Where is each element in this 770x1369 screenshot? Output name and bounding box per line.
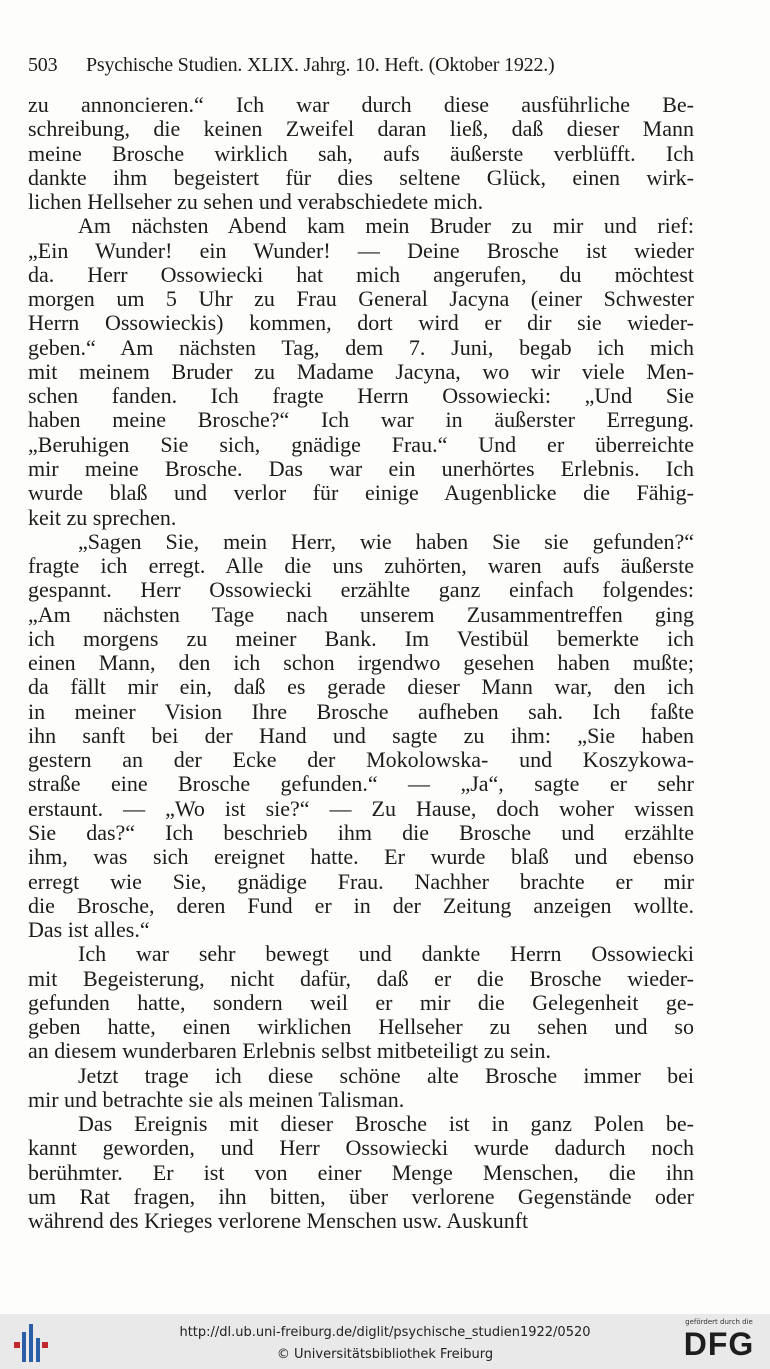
text-line: mir meine Brosche. Das war ein unerhörtes Erlebnis. Ich bbox=[28, 455, 694, 481]
dfg-logo bbox=[678, 1318, 760, 1366]
text-line: mit meinem Bruder zu Madame Jacyna, wo wir viele Men- bbox=[28, 358, 694, 384]
text-line: in meiner Vision Ihre Brosche aufheben sah. Ich faßte bbox=[28, 698, 694, 724]
text-line: keit zu sprechen. bbox=[28, 504, 177, 530]
text-line: schreibung, die keinen Zweifel daran ließ, daß dieser Mann bbox=[28, 116, 694, 142]
text-line: dankte ihm begeistert für dies seltene Glück, einen wirk- bbox=[28, 164, 694, 190]
dfg-caption: gefördert durch die bbox=[685, 1318, 753, 1326]
text-line: um Rat fragen, ihn bitten, über verlorene Gegenstände oder bbox=[28, 1183, 694, 1209]
text-line: „Am nächsten Tage nach unserem Zusammentreffen ging bbox=[28, 601, 694, 627]
text-line: ihm, was sich ereignet hatte. Er wurde blaß und ebenso bbox=[28, 844, 694, 870]
text-line: da fällt mir ein, daß es gerade dieser Mann war, den ich bbox=[28, 674, 694, 700]
text-line: geben.“ Am nächsten Tag, dem 7. Juni, begab ich mich bbox=[28, 334, 694, 360]
running-title: Psychische Studien. XLIX. Jahrg. 10. Heft. (Oktober 1922.) bbox=[86, 54, 555, 76]
text-line: einen Mann, den ich schon irgendwo gesehen haben mußte; bbox=[28, 650, 694, 676]
text-line: während des Krieges verlorene Menschen usw. Auskunft bbox=[28, 1208, 529, 1234]
text-line: schen fanden. Ich fragte Herrn Ossowiecki: „Und Sie bbox=[28, 383, 694, 409]
text-line: Jetzt trage ich diese schöne alte Brosche immer bei bbox=[78, 1062, 694, 1088]
text-line: meine Brosche wirklich sah, aufs äußerste verblüfft. Ich bbox=[28, 140, 694, 166]
text-line: Das ist alles.“ bbox=[28, 917, 150, 943]
text-line: zu annoncieren.“ Ich war durch diese ausführliche Be- bbox=[28, 92, 694, 117]
body-text bbox=[28, 93, 694, 1233]
text-line: Herrn Ossowieckis) kommen, dort wird er dir sie wieder- bbox=[28, 310, 694, 336]
text-line: mir und betrachte sie als meinen Talisman. bbox=[28, 1086, 405, 1112]
text-line: lichen Hellseher zu sehen und verabschiedete mich. bbox=[28, 189, 484, 215]
text-line: gefunden hatte, sondern weil er mir die Gelegenheit ge- bbox=[28, 989, 694, 1015]
dfg-mark: DFG bbox=[683, 1326, 755, 1362]
text-line: Am nächsten Abend kam mein Bruder zu mir und rief: bbox=[78, 213, 694, 239]
text-line: erregt wie Sie, gnädige Frau. Nachher brachte er mir bbox=[28, 868, 694, 894]
text-line: haben meine Brosche?“ Ich war in äußerster Erregung. bbox=[28, 407, 694, 433]
text-line: straße eine Brosche gefunden.“ — „Ja“, sagte er sehr bbox=[28, 771, 694, 797]
text-line: gespannt. Herr Ossowiecki erzählte ganz einfach folgendes: bbox=[28, 577, 694, 603]
text-line: an diesem wunderbaren Erlebnis selbst mitbeteiligt zu sein. bbox=[28, 1038, 551, 1064]
text-line: morgen um 5 Uhr zu Frau General Jacyna (einer Schwester bbox=[28, 286, 694, 312]
text-line: kannt geworden, und Herr Ossowiecki wurde dadurch noch bbox=[28, 1135, 694, 1161]
page-number: 503 bbox=[28, 54, 58, 76]
copyright-notice: © Universitätsbibliothek Freiburg bbox=[276, 1347, 494, 1362]
text-line: „Sagen Sie, mein Herr, wie haben Sie sie gefunden?“ bbox=[78, 528, 694, 554]
text-line: „Beruhigen Sie sich, gnädige Frau.“ Und er überreichte bbox=[28, 431, 694, 457]
text-line: da. Herr Ossowiecki hat mich angerufen, du möchtest bbox=[28, 261, 694, 287]
text-line: geben hatte, einen wirklichen Hellseher zu sehen und so bbox=[28, 1014, 694, 1040]
text-line: mit Begeisterung, nicht dafür, daß er die Brosche wieder- bbox=[28, 965, 694, 991]
text-line: wurde blaß und verlor für einige Augenblicke die Fähig- bbox=[28, 480, 694, 506]
text-line: erstaunt. — „Wo ist sie?“ — Zu Hause, doch woher wissen bbox=[28, 795, 694, 821]
permalink[interactable]: http://dl.ub.uni-freiburg.de/diglit/psychische_studien1922/0520 bbox=[179, 1325, 591, 1340]
viewer-footer bbox=[0, 1314, 770, 1369]
text-line: Das Ereignis mit dieser Brosche ist in ganz Polen be- bbox=[78, 1111, 694, 1137]
text-line: Ich war sehr bewegt und dankte Herrn Ossowiecki bbox=[78, 941, 694, 967]
text-line: ihn sanft bei der Hand und sagte zu ihm: „Sie haben bbox=[28, 722, 694, 748]
text-line: die Brosche, deren Fund er in der Zeitung anzeigen wollte. bbox=[28, 892, 694, 918]
text-line: „Ein Wunder! ein Wunder! — Deine Brosche ist wieder bbox=[28, 237, 694, 263]
running-header bbox=[28, 54, 628, 77]
text-line: Sie das?“ Ich beschrieb ihm die Brosche und erzählte bbox=[28, 819, 694, 845]
text-line: gestern an der Ecke der Mokolowska- und Koszykowa- bbox=[28, 747, 694, 773]
text-line: berühmter. Er ist von einer Menge Menschen, die ihn bbox=[28, 1159, 694, 1185]
text-line: ich morgens zu meiner Bank. Im Vestibül bemerkte ich bbox=[28, 625, 694, 651]
text-line: fragte ich erregt. Alle die uns zuhörten, waren aufs äußerste bbox=[28, 553, 694, 579]
